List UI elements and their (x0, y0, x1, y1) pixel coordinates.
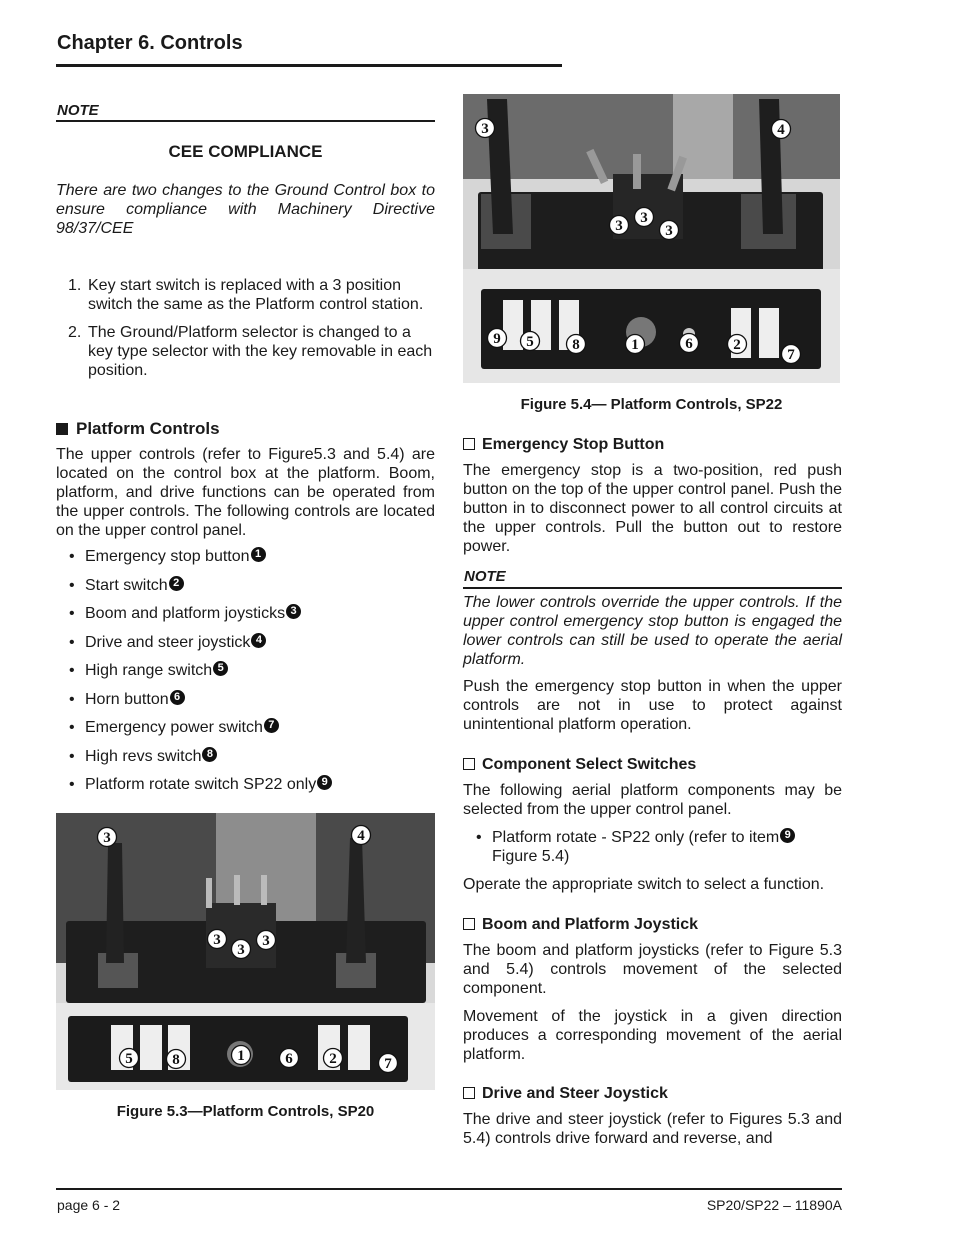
callout-label: 2 (329, 1051, 337, 1067)
callout-badge: 3 (286, 604, 301, 619)
boom-heading: Boom and Platform Joystick (463, 916, 698, 934)
chapter-title: Chapter 6. Controls (57, 32, 243, 54)
platform-controls-heading: Platform Controls (56, 419, 220, 439)
callout-label: 7 (787, 347, 795, 363)
push-text: Push the emergency stop button in when the upper controls are not in use to protect against unintentional platform operation. (463, 678, 842, 733)
component-text: The following aerial platform components may be selected from the upper control panel. (463, 782, 842, 818)
checkbox-square-icon (463, 918, 475, 930)
callout-label: 3 (615, 218, 623, 234)
controls-list (56, 547, 435, 804)
callout-label: 3 (640, 210, 648, 226)
list-item: • Start switch 2 (56, 576, 435, 605)
figure-5-3-callouts (56, 813, 435, 1090)
callout-label: 4 (777, 122, 785, 138)
callout-label: 1 (237, 1048, 245, 1064)
component-heading: Component Select Switches (463, 756, 696, 774)
square-bullet-icon (56, 423, 68, 435)
step-item: 1. Key start switch is replaced with a 3 position switch the same as the Platform control station. (68, 277, 424, 313)
callout-badge: 6 (170, 690, 185, 705)
boom-text-2: Movement of the joystick in a given direction produces a corresponding movement of the aerial platform. (463, 1008, 842, 1063)
figure-5-3-caption: Figure 5.3—Platform Controls, SP20 (116, 1103, 375, 1120)
list-item: • Emergency power switch 7 (56, 718, 435, 747)
step-item: 2. The Ground/Platform selector is changed to a key type selector with the key removable in each position. (68, 324, 433, 379)
estop-heading: Emergency Stop Button (463, 436, 664, 454)
cee-text: There are two changes to the Ground Control box to ensure compliance with Machinery Directive 98/37/CEE (56, 182, 435, 237)
callout-label: 5 (125, 1051, 133, 1067)
callout-badge: 2 (169, 576, 184, 591)
note-rule (56, 120, 435, 122)
callout-label: 3 (103, 830, 111, 846)
callout-badge: 9 (317, 775, 332, 790)
cee-heading: CEE COMPLIANCE (168, 142, 323, 161)
note-heading: NOTE (57, 102, 99, 119)
operate-text: Operate the appropriate switch to select a function. (463, 876, 825, 893)
callout-label: 3 (262, 933, 270, 949)
chapter-rule (56, 64, 562, 67)
callout-label: 4 (357, 828, 365, 844)
callout-label: 9 (493, 331, 501, 347)
estop-text: The emergency stop is a two-position, red push button on the top of the upper control panel. Push the button in to disconnect power to all control circuits at the upper controls. Pull the button out to restore power. (463, 462, 842, 555)
list-item: • Emergency stop button 1 (56, 547, 435, 576)
figure-5-4-caption: Figure 5.4— Platform Controls, SP22 (520, 396, 783, 413)
note-rule (463, 587, 842, 589)
figure-5-4-photo (463, 94, 840, 383)
note-heading: NOTE (464, 568, 506, 585)
callout-label: 6 (285, 1051, 293, 1067)
callout-badge: 5 (213, 661, 228, 676)
checkbox-square-icon (463, 438, 475, 450)
figure-5-4-callouts (463, 94, 840, 383)
list-item: • High revs switch 8 (56, 747, 435, 776)
callout-badge: 9 (780, 828, 795, 843)
boom-text-1: The boom and platform joysticks (refer to Figure 5.3 and 5.4) controls movement of the selected component. (463, 942, 842, 997)
drive-heading: Drive and Steer Joystick (463, 1085, 668, 1103)
callout-label: 7 (384, 1056, 392, 1072)
note-text: The lower controls override the upper controls. If the upper control emergency stop button is engaged the lower controls can still be used to operate the aerial platform. (463, 594, 842, 668)
footer-rule (56, 1188, 842, 1190)
list-item: • High range switch 5 (56, 661, 435, 690)
drive-text: The drive and steer joystick (refer to Figures 5.3 and 5.4) controls drive forward and reverse, and (463, 1111, 842, 1147)
callout-badge: 8 (202, 747, 217, 762)
callout-label: 8 (172, 1052, 180, 1068)
checkbox-square-icon (463, 758, 475, 770)
callout-badge: 4 (251, 633, 266, 648)
page-number: page 6 - 2 (57, 1197, 121, 1213)
checkbox-square-icon (463, 1087, 475, 1099)
callout-label: 3 (481, 121, 489, 137)
callout-label: 5 (526, 334, 534, 350)
callout-label: 2 (733, 337, 741, 353)
platform-text: The upper controls (refer to Figure5.3 and 5.4) are located on the control box at the platform. Boom, platform, and drive functions can be operated from the upper controls. The following controls are located on the upper control panel. (56, 446, 435, 539)
callout-label: 3 (665, 223, 673, 239)
list-item: • Horn button 6 (56, 690, 435, 719)
callout-label: 8 (572, 337, 580, 353)
callout-label: 6 (685, 336, 693, 352)
list-item: • Boom and platform joysticks 3 (56, 604, 435, 633)
callout-badge: 7 (264, 718, 279, 733)
list-item: • Platform rotate switch SP22 only 9 (56, 775, 435, 804)
callout-label: 3 (237, 942, 245, 958)
figure-5-3-photo (56, 813, 435, 1090)
callout-label: 1 (631, 337, 639, 353)
doc-number: SP20/SP22 – 11890A (706, 1197, 842, 1213)
callout-label: 3 (213, 932, 221, 948)
callout-badge: 1 (251, 547, 266, 562)
list-item: • Drive and steer joystick 4 (56, 633, 435, 662)
component-bullet: • Platform rotate - SP22 only (refer to item 9 Figure 5.4) (463, 828, 842, 866)
step-list (56, 276, 435, 389)
